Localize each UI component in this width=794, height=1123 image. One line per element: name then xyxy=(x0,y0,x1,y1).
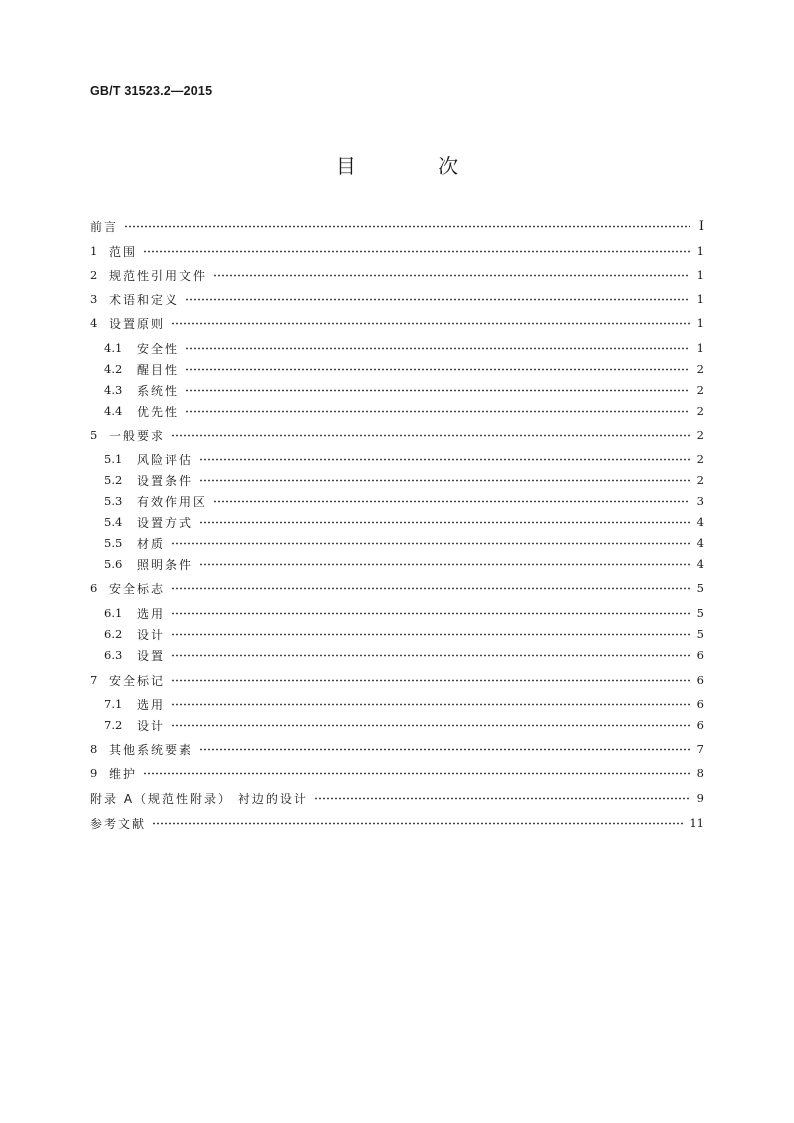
toc-entry-number: 7 xyxy=(90,673,98,687)
toc-entry-label: 系统性 xyxy=(137,383,180,398)
dot-leader xyxy=(314,797,690,800)
dot-leader xyxy=(199,521,690,524)
toc-entry-page-number: 6 xyxy=(696,697,704,711)
toc-entry-label: 设置 xyxy=(137,648,166,663)
toc-entry-number: 6.1 xyxy=(104,606,123,620)
toc-entry[interactable] xyxy=(90,241,704,261)
dot-leader xyxy=(152,822,683,825)
toc-entry-page-number: 2 xyxy=(696,428,704,442)
toc-entry[interactable] xyxy=(90,313,704,333)
toc-entry[interactable] xyxy=(90,624,704,644)
toc-entry-label: 设计 xyxy=(137,627,166,642)
toc-entry[interactable] xyxy=(90,694,704,714)
toc-entry-page-number: 2 xyxy=(696,383,704,397)
toc-entry-label: 安全标志 xyxy=(109,581,166,596)
toc-entry-number: 5.4 xyxy=(104,515,123,529)
toc-entry[interactable] xyxy=(90,554,704,574)
dot-leader xyxy=(185,298,690,301)
toc-entry-page-number: 2 xyxy=(696,452,704,466)
toc-entry-label: 材质 xyxy=(137,536,166,551)
toc-entry-number: 7.1 xyxy=(104,697,123,711)
dot-leader xyxy=(171,654,690,657)
toc-entry-page-number: 8 xyxy=(696,766,704,780)
dot-leader xyxy=(171,633,690,636)
toc-entry[interactable] xyxy=(90,289,704,309)
toc-entry-label: 术语和定义 xyxy=(109,292,180,307)
toc-entry-page-number: Ⅰ xyxy=(698,218,704,234)
toc-entry[interactable] xyxy=(90,449,704,469)
dot-leader xyxy=(213,274,690,277)
toc-entry[interactable] xyxy=(90,425,704,445)
toc-entry-label: 参考文献 xyxy=(90,816,147,831)
toc-entry-number: 5.3 xyxy=(104,494,123,508)
toc-entry[interactable] xyxy=(90,401,704,421)
toc-entry[interactable] xyxy=(90,216,704,236)
toc-entry-label: 其他系统要素 xyxy=(109,742,194,757)
standard-number: GB/T 31523.2—2015 xyxy=(90,84,213,98)
toc-entry-label: 设置方式 xyxy=(137,515,194,530)
dot-leader xyxy=(185,347,690,350)
toc-entry-label: 醒目性 xyxy=(137,362,180,377)
toc-entry-label: 设置条件 xyxy=(137,473,194,488)
toc-entry-number: 6 xyxy=(90,581,98,595)
toc-entry-label: 范围 xyxy=(109,244,138,259)
toc-entry-label: 规范性引用文件 xyxy=(109,268,208,283)
toc-entry-page-number: 3 xyxy=(696,494,704,508)
toc-entry-page-number: 5 xyxy=(696,627,704,641)
toc-entry-page-number: 5 xyxy=(696,581,704,595)
dot-leader xyxy=(199,458,690,461)
dot-leader xyxy=(199,479,690,482)
toc-entry-number: 4 xyxy=(90,316,98,330)
toc-entry[interactable] xyxy=(90,813,704,833)
dot-leader xyxy=(171,612,690,615)
toc-entry-page-number: 6 xyxy=(696,673,704,687)
toc-entry-page-number: 5 xyxy=(696,606,704,620)
toc-entry-number: 4.2 xyxy=(104,362,123,376)
toc-entry-number: 5.6 xyxy=(104,557,123,571)
toc-entry-number: 6.3 xyxy=(104,648,123,662)
toc-entry-number: 2 xyxy=(90,268,98,282)
toc-entry-number: 5 xyxy=(90,428,98,442)
dot-leader xyxy=(171,434,690,437)
toc-entry-number: 5.5 xyxy=(104,536,123,550)
toc-entry-number: 4.4 xyxy=(104,404,123,418)
toc-entry-label: 设置原则 xyxy=(109,316,166,331)
dot-leader xyxy=(171,587,690,590)
toc-entry-page-number: 9 xyxy=(696,791,704,805)
toc-entry-page-number: 2 xyxy=(696,404,704,418)
toc-entry-number: 3 xyxy=(90,292,98,306)
toc-entry[interactable] xyxy=(90,533,704,553)
toc-entry-page-number: 1 xyxy=(696,316,704,330)
toc-entry-number: 4.1 xyxy=(104,341,123,355)
dot-leader xyxy=(199,563,690,566)
page-title: 目 次 xyxy=(335,154,497,178)
dot-leader xyxy=(213,500,690,503)
dot-leader xyxy=(185,368,690,371)
toc-entry-page-number: 1 xyxy=(696,292,704,306)
toc-entry-page-number: 1 xyxy=(696,244,704,258)
toc-entry-label: 优先性 xyxy=(137,404,180,419)
dot-leader xyxy=(171,542,690,545)
dot-leader xyxy=(171,724,690,727)
toc-entry-page-number: 7 xyxy=(696,742,704,756)
toc-entry-label: 风险评估 xyxy=(137,452,194,467)
toc-entry-label: 安全性 xyxy=(137,341,180,356)
toc-entry[interactable] xyxy=(90,578,704,598)
toc-entry-page-number: 1 xyxy=(696,268,704,282)
toc-entry-number: 5.2 xyxy=(104,473,123,487)
dot-leader xyxy=(143,250,690,253)
toc-entry-label: 选用 xyxy=(137,697,166,712)
dot-leader xyxy=(171,703,690,706)
toc-entry[interactable] xyxy=(90,512,704,532)
toc-entry[interactable] xyxy=(90,670,704,690)
toc-entry[interactable] xyxy=(90,265,704,285)
toc-entry[interactable] xyxy=(90,603,704,623)
toc-entry-page-number: 6 xyxy=(696,718,704,732)
toc-entry-number: 4.3 xyxy=(104,383,123,397)
toc-entry[interactable] xyxy=(90,491,704,511)
toc-entry[interactable] xyxy=(90,470,704,490)
toc-entry-label: 一般要求 xyxy=(109,428,166,443)
toc-entry-label: 照明条件 xyxy=(137,557,194,572)
dot-leader xyxy=(185,410,690,413)
toc-entry-label: 设计 xyxy=(137,718,166,733)
toc-entry-page-number: 6 xyxy=(696,648,704,662)
toc-entry[interactable] xyxy=(90,338,704,358)
toc-entry-label: 维护 xyxy=(109,766,138,781)
toc-entry-label: 附录 A（规范性附录） 衬边的设计 xyxy=(90,791,308,806)
toc-entry-page-number: 2 xyxy=(696,473,704,487)
dot-leader xyxy=(185,389,690,392)
toc-entry-label: 选用 xyxy=(137,606,166,621)
dot-leader xyxy=(143,772,690,775)
toc-entry-page-number: 4 xyxy=(696,515,704,529)
toc-entry-page-number: 4 xyxy=(696,557,704,571)
dot-leader xyxy=(171,322,690,325)
toc-entry[interactable] xyxy=(90,645,704,665)
toc-entry-number: 1 xyxy=(90,244,98,258)
toc-entry[interactable] xyxy=(90,763,704,783)
toc-entry-page-number: 11 xyxy=(689,816,704,830)
toc-entry[interactable] xyxy=(90,715,704,735)
toc-entry-number: 8 xyxy=(90,742,98,756)
dot-leader xyxy=(124,225,690,228)
toc-entry-number: 6.2 xyxy=(104,627,123,641)
toc-entry-number: 5.1 xyxy=(104,452,123,466)
toc-entry[interactable] xyxy=(90,788,704,808)
dot-leader xyxy=(199,748,690,751)
toc-entry-label: 安全标记 xyxy=(109,673,166,688)
toc-entry-page-number: 1 xyxy=(696,341,704,355)
toc-entry[interactable] xyxy=(90,739,704,759)
dot-leader xyxy=(171,679,690,682)
toc-entry[interactable] xyxy=(90,380,704,400)
toc-entry-number: 7.2 xyxy=(104,718,123,732)
toc-entry-page-number: 2 xyxy=(696,362,704,376)
toc-entry-number: 9 xyxy=(90,766,98,780)
toc-entry-label: 前言 xyxy=(90,219,119,234)
toc-entry-page-number: 4 xyxy=(696,536,704,550)
toc-entry-label: 有效作用区 xyxy=(137,494,208,509)
toc-entry[interactable] xyxy=(90,359,704,379)
